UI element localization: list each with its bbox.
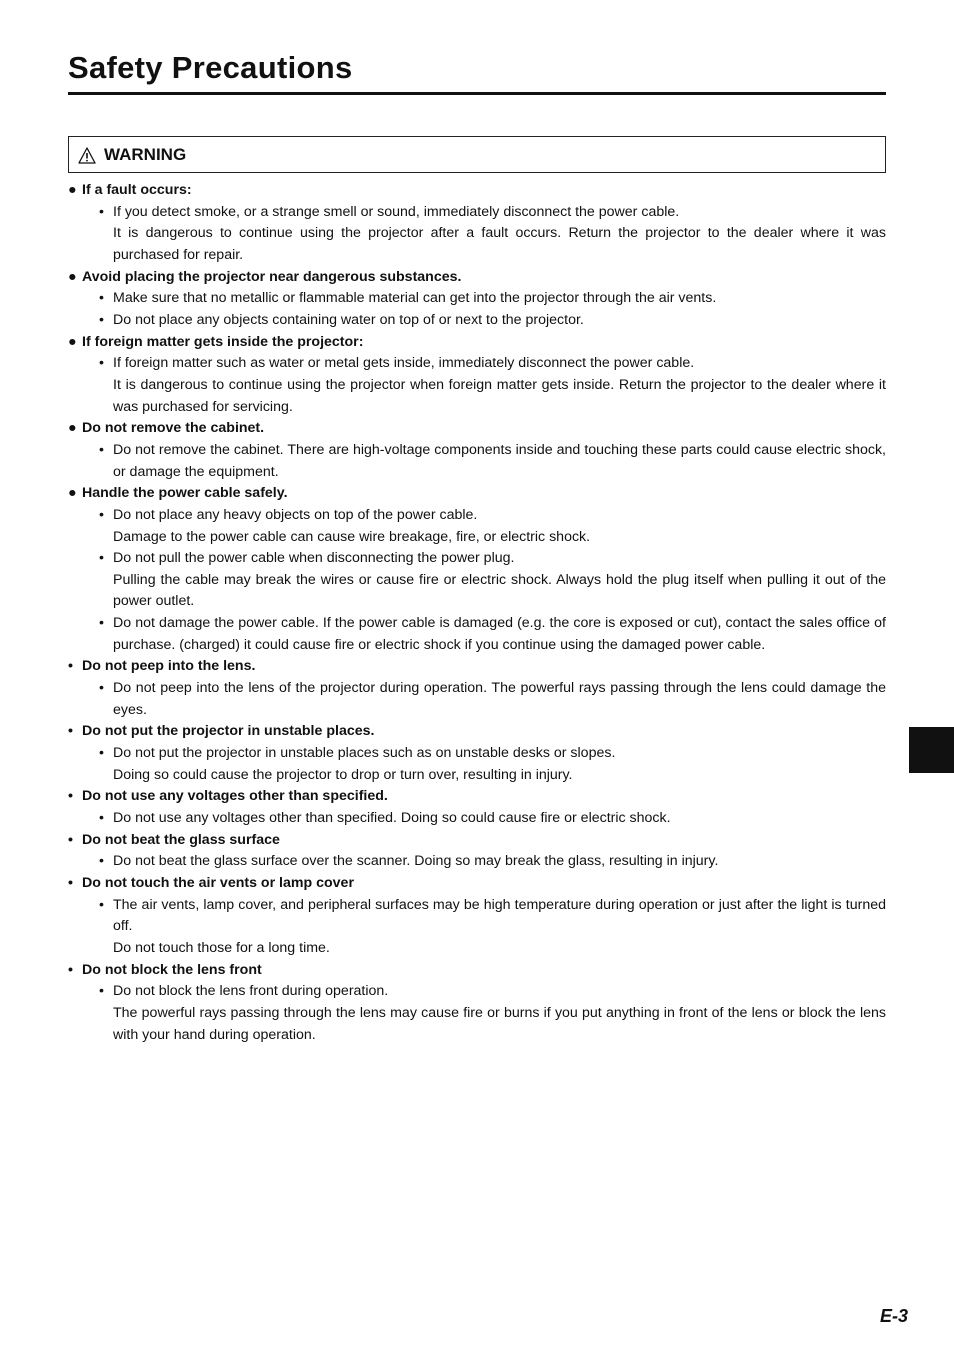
precaution-item <box>68 981 886 1003</box>
precautions-list <box>68 180 886 1046</box>
sub-bullet-icon: • <box>99 983 104 1000</box>
sub-bullet-icon: • <box>99 680 104 697</box>
precaution-item-text: Do not place any heavy objects on top of the power cable. <box>113 506 478 523</box>
precaution-heading <box>68 830 886 852</box>
precaution-item <box>68 743 886 765</box>
precaution-heading-text: Avoid placing the projector near dangerous substances. <box>82 268 462 285</box>
sub-bullet-icon: • <box>99 745 104 762</box>
precaution-heading <box>68 960 886 982</box>
precaution-section <box>68 267 886 332</box>
precaution-section <box>68 960 886 1047</box>
sub-bullet-icon: • <box>99 615 104 632</box>
precaution-section <box>68 830 886 873</box>
bullet-icon: • <box>68 831 73 848</box>
bullet-icon: • <box>68 788 73 805</box>
precaution-item <box>68 353 886 375</box>
bullet-icon: • <box>68 658 73 675</box>
precaution-item-detail: It is dangerous to continue using the projector after a fault occurs. Return the projector to the dealer where it was purchased for repair. <box>113 225 886 263</box>
precaution-item <box>68 202 886 224</box>
precaution-heading-text: Do not beat the glass surface <box>82 831 280 848</box>
precaution-item <box>68 310 886 332</box>
sub-bullet-icon: • <box>99 355 104 372</box>
precaution-section <box>68 180 886 267</box>
precaution-item-text: Do not place any objects containing water on top of or next to the projector. <box>113 311 584 328</box>
precaution-heading <box>68 656 886 678</box>
precaution-item-text: If you detect smoke, or a strange smell or sound, immediately disconnect the power cable. <box>113 203 680 220</box>
warning-box <box>68 136 886 173</box>
sub-bullet-icon: • <box>99 896 104 913</box>
precaution-section <box>68 873 886 960</box>
sub-bullet-icon: • <box>99 441 104 458</box>
precaution-heading <box>68 267 886 289</box>
precaution-item <box>68 548 886 570</box>
precaution-item <box>68 851 886 873</box>
precaution-item <box>68 678 886 721</box>
precaution-heading <box>68 180 886 202</box>
precaution-item-detail: Do not touch those for a long time. <box>113 939 330 956</box>
section-tab <box>909 727 954 773</box>
precaution-heading-text: Do not put the projector in unstable places. <box>82 723 375 740</box>
precaution-heading-text: If a fault occurs: <box>82 182 192 198</box>
bullet-icon: • <box>68 961 73 978</box>
sub-bullet-icon: • <box>99 203 104 220</box>
warning-triangle-icon <box>78 147 96 164</box>
precaution-item <box>68 505 886 527</box>
precaution-item-detail: Pulling the cable may break the wires or cause fire or electric shock. Always hold the plug itself when pulling it out of the power outlet. <box>113 571 886 610</box>
precaution-item <box>68 288 886 310</box>
page-title: Safety Precautions <box>68 50 353 85</box>
bullet-icon: ● <box>68 485 77 502</box>
precaution-heading-text: Do not block the lens front <box>82 961 262 978</box>
bullet-icon: ● <box>68 333 77 350</box>
bullet-icon: • <box>68 875 73 891</box>
precaution-section <box>68 418 886 483</box>
precaution-item-text: Do not block the lens front during operation. <box>113 983 389 1000</box>
precaution-item <box>68 895 886 938</box>
precaution-item-text: Do not put the projector in unstable places such as on unstable desks or slopes. <box>113 745 616 762</box>
precaution-heading-text: Do not use any voltages other than specified. <box>82 788 388 805</box>
precaution-item-text: Do not remove the cabinet. There are high-voltage components inside and touching these parts could cause electric shock, or damage the equipment. <box>113 441 886 480</box>
precaution-item-text: Do not peep into the lens of the projector during operation. The powerful rays passing through the lens could damage the eyes. <box>113 680 886 718</box>
precaution-heading-text: Handle the power cable safely. <box>82 485 288 502</box>
precaution-heading <box>68 418 886 440</box>
precaution-item <box>68 613 886 656</box>
warning-label: WARNING <box>104 145 187 164</box>
bullet-icon: ● <box>68 182 77 198</box>
precaution-item-text: Do not use any voltages other than specified. Doing so could cause fire or electric shock. <box>113 810 671 827</box>
precaution-section <box>68 332 886 419</box>
sub-bullet-icon: • <box>99 853 104 870</box>
precaution-section <box>68 721 886 786</box>
precaution-heading <box>68 483 886 505</box>
precaution-item <box>68 440 886 483</box>
precaution-heading <box>68 721 886 743</box>
precaution-item-detail: Doing so could cause the projector to drop or turn over, resulting in injury. <box>113 766 573 783</box>
sub-bullet-icon: • <box>99 550 104 567</box>
precaution-heading-text: Do not remove the cabinet. <box>82 420 265 437</box>
precaution-item <box>68 808 886 830</box>
bullet-icon: • <box>68 723 73 740</box>
precaution-heading <box>68 786 886 808</box>
precaution-item-detail: It is dangerous to continue using the projector when foreign matter gets inside. Return the projector to the dealer where it was purchased for servicing. <box>113 376 886 415</box>
precaution-heading-text: If foreign matter gets inside the projector: <box>82 333 364 350</box>
precaution-item-text: Do not damage the power cable. If the power cable is damaged (e.g. the core is exposed or cut), contact the sales office of purchase. (charged) it could cause fire or electric shock if you continue using the damaged power cable. <box>113 615 886 653</box>
precaution-heading <box>68 873 886 895</box>
sub-bullet-icon: • <box>99 311 104 328</box>
precaution-heading <box>68 332 886 354</box>
precaution-section <box>68 483 886 656</box>
bullet-icon: ● <box>68 420 77 437</box>
precaution-item-detail: The powerful rays passing through the lens may cause fire or burns if you put anything in front of the lens or block the lens with your hand during operation. <box>113 1004 886 1043</box>
sub-bullet-icon: • <box>99 810 104 827</box>
precaution-item-text: Do not pull the power cable when disconnecting the power plug. <box>113 550 515 567</box>
precaution-item-text: If foreign matter such as water or metal gets inside, immediately disconnect the power cable. <box>113 355 695 372</box>
precaution-item-text: Do not beat the glass surface over the scanner. Doing so may break the glass, resulting in injury. <box>113 853 719 870</box>
title-rule <box>68 92 886 95</box>
precaution-item-text: Make sure that no metallic or flammable material can get into the projector through the air vents. <box>113 290 717 307</box>
precaution-section <box>68 786 886 829</box>
precaution-heading-text: Do not touch the air vents or lamp cover <box>82 875 354 891</box>
precaution-item-text: The air vents, lamp cover, and peripheral surfaces may be high temperature during operation or just after the light is turned off. <box>113 896 886 935</box>
precaution-section <box>68 656 886 721</box>
precaution-item-detail: Damage to the power cable can cause wire breakage, fire, or electric shock. <box>113 528 591 545</box>
page-number: E-3 <box>880 1306 909 1326</box>
sub-bullet-icon: • <box>99 506 104 523</box>
sub-bullet-icon: • <box>99 290 104 307</box>
bullet-icon: ● <box>68 268 77 285</box>
precaution-heading-text: Do not peep into the lens. <box>82 658 256 675</box>
